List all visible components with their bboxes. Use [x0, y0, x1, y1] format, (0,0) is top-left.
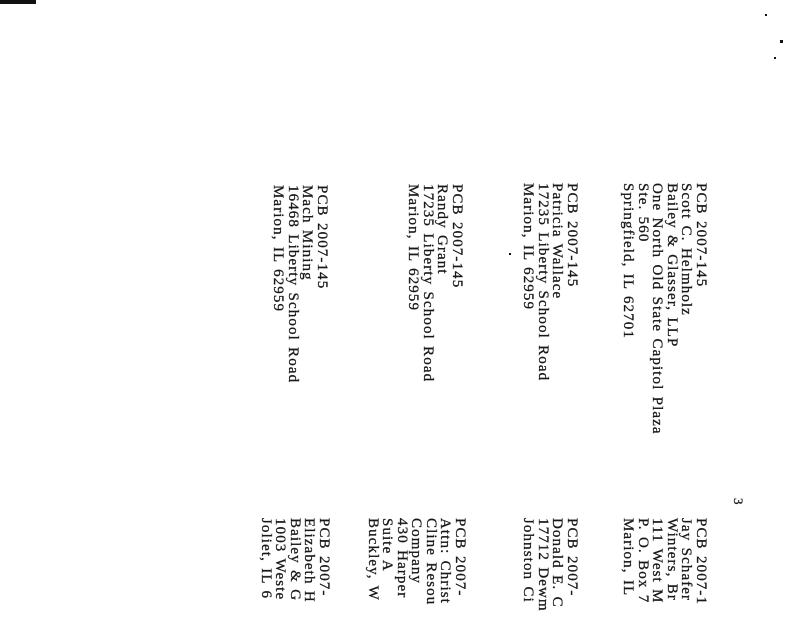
- address-line: PCB 2007-145: [564, 183, 580, 288]
- address-line: Attn: Christ: [437, 518, 454, 604]
- address-line: 430 Harper: [394, 518, 410, 599]
- address-line: Marion, IL 62959: [405, 184, 422, 312]
- service-entry-mach: [271, 185, 329, 383]
- address-line: Bailey & Glasser, LLP: [664, 183, 680, 348]
- service-entry-wallace: [521, 183, 579, 381]
- service-entry-helmholz: [621, 183, 708, 435]
- address-line: Donald E. C: [549, 518, 566, 608]
- address-line: Johnston Ci: [520, 518, 537, 603]
- address-line: Randy Grant: [434, 184, 451, 275]
- address-line: 1003 Weste: [272, 518, 289, 601]
- address-line: Marion, IL: [620, 518, 637, 597]
- address-line: PCB 2007-: [564, 518, 580, 597]
- address-line: 17712 Dewm: [535, 518, 551, 612]
- address-line: Bailey & G: [287, 518, 303, 602]
- address-line: Marion, IL 62959: [520, 183, 537, 311]
- address-line: PCB 2007-: [316, 518, 332, 597]
- address-line: Ste. 560: [635, 183, 651, 243]
- service-entry-joliet: [259, 518, 332, 603]
- address-line: Scott C. Helmholz: [678, 183, 695, 316]
- scan-speck: [509, 253, 511, 255]
- address-line: Marion, IL 62959: [270, 185, 287, 313]
- address-line: PCB 2007-: [452, 518, 468, 597]
- address-line: PCB 2007-1: [693, 518, 709, 606]
- address-line: Buckley, W: [365, 518, 381, 601]
- address-line: Company: [408, 518, 425, 585]
- address-line: Springfield, IL 62701: [620, 183, 637, 339]
- service-entry-grant: [406, 184, 464, 382]
- service-entry-cline: [366, 518, 468, 605]
- address-line: Elizabeth H: [301, 518, 318, 603]
- scan-edge-artifact: [0, 0, 36, 4]
- address-line: Winters, Br: [664, 518, 680, 601]
- address-line: One North Old State Capitol Plaza: [649, 183, 666, 435]
- scan-speck: [765, 14, 767, 16]
- address-line: 111 West M: [649, 518, 666, 604]
- address-line: 16468 Liberty School Road: [285, 185, 301, 384]
- address-line: Patricia Wallace: [549, 183, 566, 300]
- address-line: PCB 2007-145: [449, 184, 465, 289]
- address-line: P. O. Box 7: [635, 518, 651, 604]
- service-entry-schafer: [621, 518, 708, 605]
- scan-speck: [780, 40, 783, 43]
- address-line: PCB 2007-145: [693, 183, 709, 288]
- address-line: Joliet, IL 6: [258, 518, 274, 600]
- address-line: Mach Mining: [299, 185, 316, 281]
- page-number: 3: [731, 498, 746, 505]
- address-line: Suite A: [379, 518, 396, 572]
- address-line: 17235 Liberty School Road: [420, 184, 436, 383]
- scan-speck: [774, 57, 776, 59]
- address-line: 17235 Liberty School Road: [535, 183, 551, 382]
- service-entry-donald: [521, 518, 579, 612]
- address-line: Jay Schafer: [678, 518, 695, 602]
- address-line: PCB 2007-145: [314, 185, 330, 290]
- address-line: Cline Resou: [423, 518, 439, 606]
